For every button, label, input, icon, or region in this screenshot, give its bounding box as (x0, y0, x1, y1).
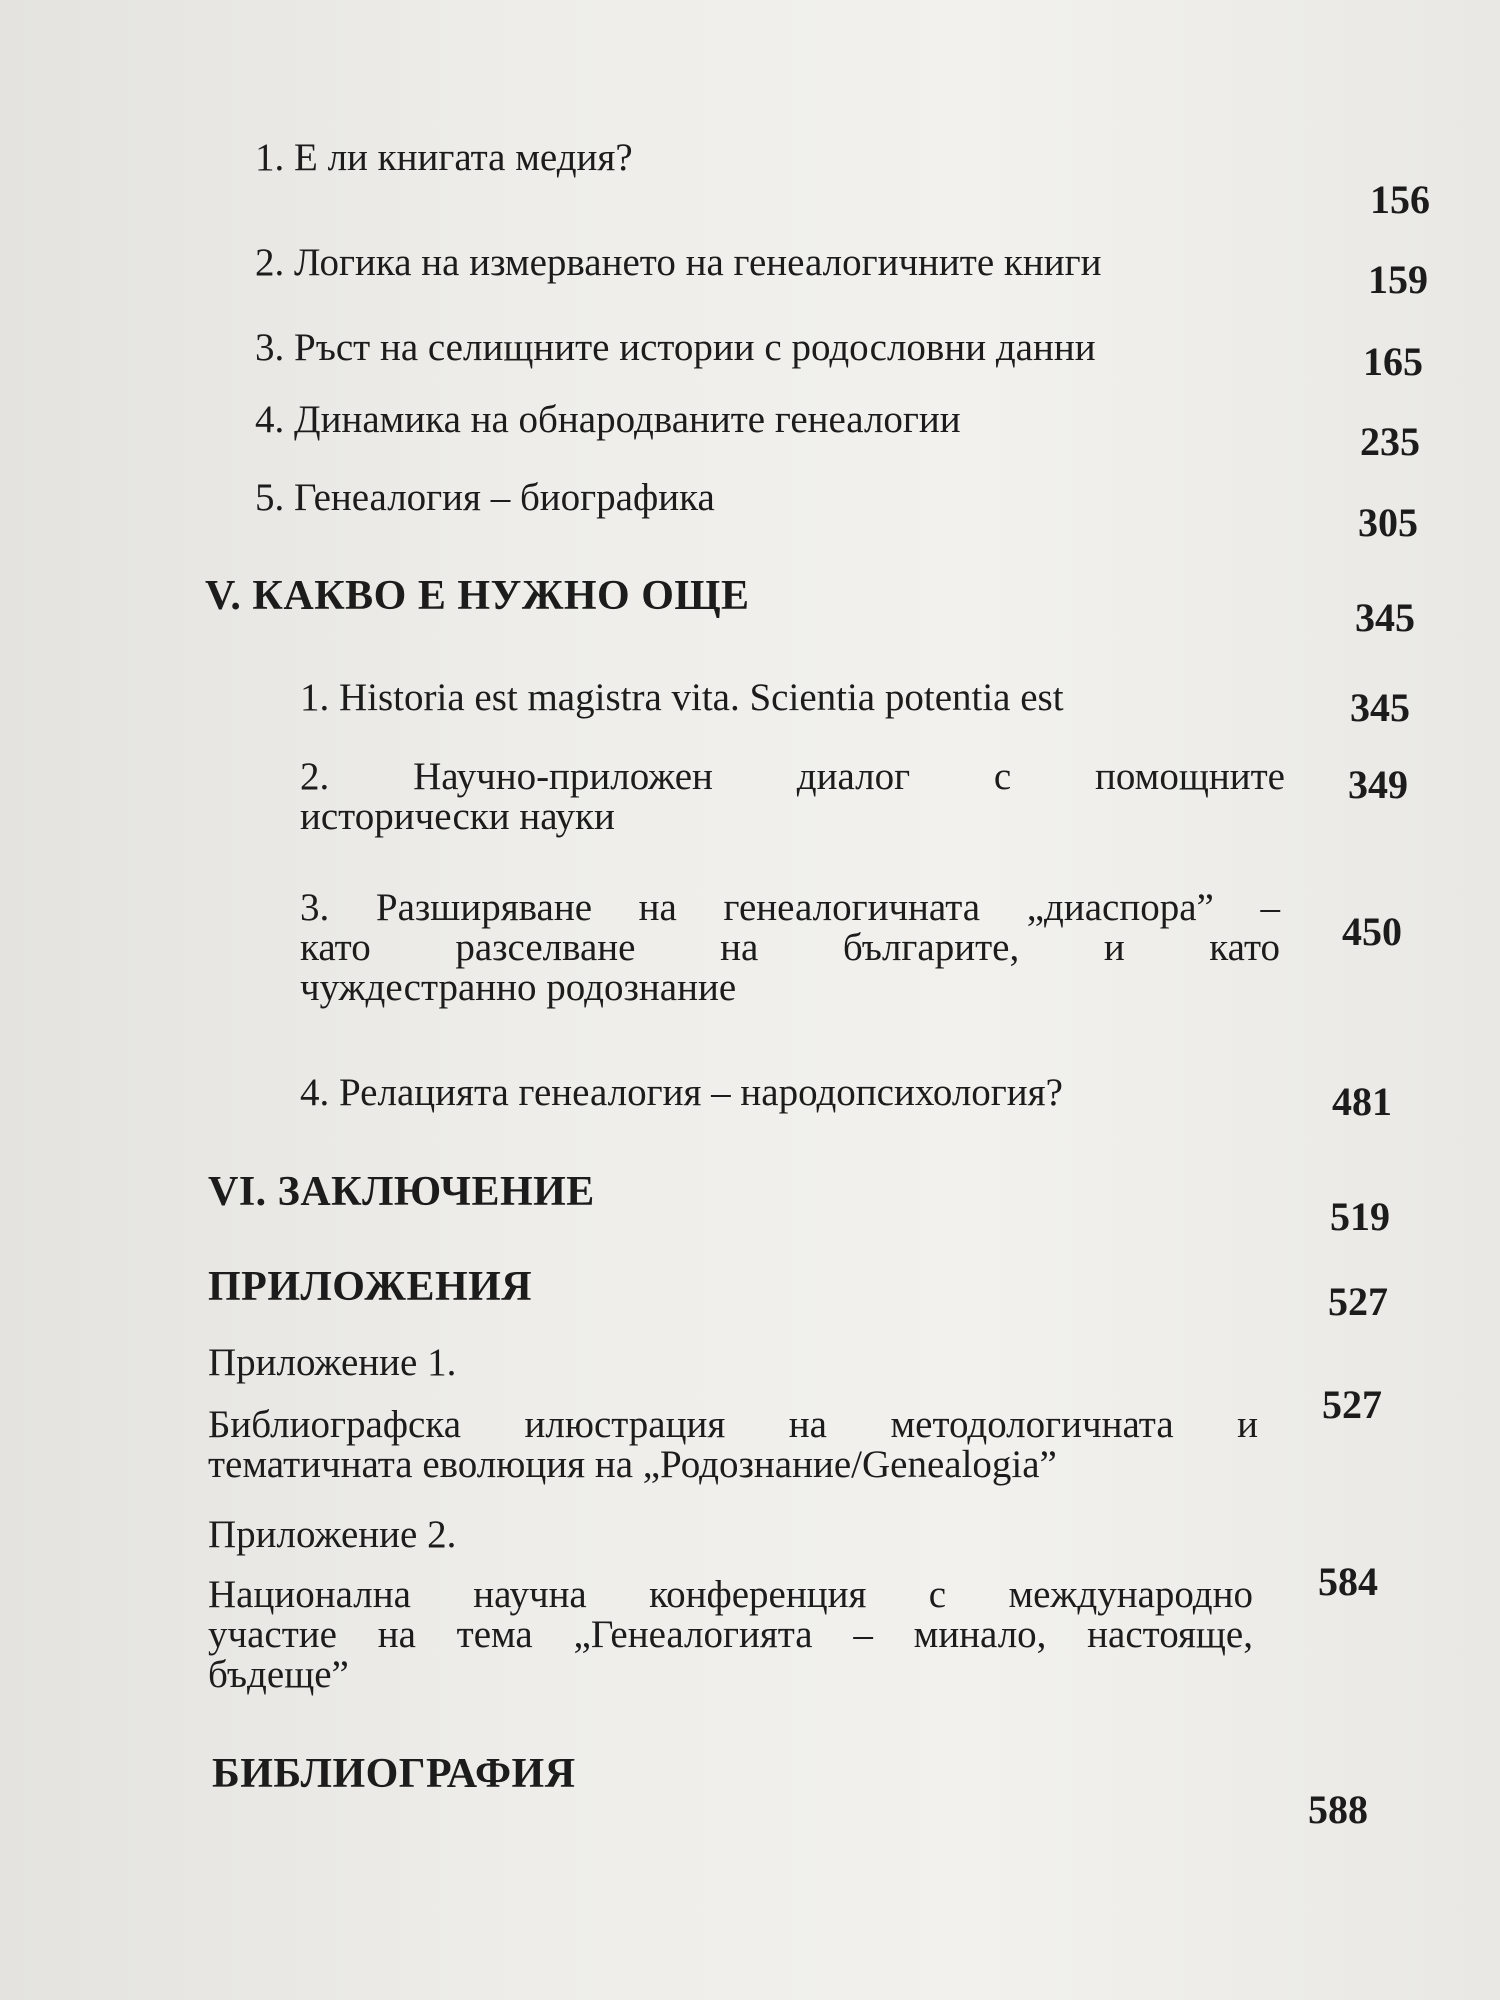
toc-entry-label: 1. Historia est magistra vita. Scientia potentia est (300, 676, 1064, 719)
toc-entry-page: 345 (1350, 685, 1410, 730)
toc-entry-page: 305 (1358, 500, 1418, 545)
toc-entry-page: 159 (1368, 257, 1428, 302)
appendix-heading: Приложение 2. (208, 1513, 457, 1556)
toc-entry-page: 519 (1330, 1194, 1390, 1239)
toc-entry-page: 527 (1328, 1279, 1388, 1324)
toc-entry-label: 4. Релацията генеалогия – народопсихология? (300, 1071, 1063, 1114)
toc-entry-page: 450 (1342, 909, 1402, 954)
toc-entry-label: 4. Динамика на обнародваните генеалогии (255, 398, 961, 441)
toc-entry-page: 165 (1363, 339, 1423, 384)
toc-entry-label: 3. Ръст на селищните истории с родословни данни (255, 326, 1096, 369)
chapter-heading: БИБЛИОГРАФИЯ (212, 1751, 576, 1797)
chapter-heading: ПРИЛОЖЕНИЯ (208, 1264, 533, 1310)
appendix-heading: Приложение 1. (208, 1341, 457, 1384)
toc-entry-page: 584 (1318, 1559, 1378, 1604)
toc-entry-page: 235 (1360, 419, 1420, 464)
toc-entry-label: 1. Е ли книгата медия? (255, 136, 633, 179)
toc-entry-multiline: 3. Разширяване на генеалогичната „диаспора” – като разселване на българите, и като чуждестранно родознание (300, 886, 1280, 1009)
toc-entry-page: 349 (1348, 762, 1408, 807)
chapter-heading: V. КАКВО Е НУЖНО ОЩЕ (205, 573, 750, 619)
toc-entry-page: 156 (1370, 177, 1430, 222)
toc-entry-multiline: Национална научна конференция с международно участие на тема „Генеалогията – минало, настояще, бъдеще” (208, 1573, 1253, 1696)
chapter-heading: VI. ЗАКЛЮЧЕНИЕ (208, 1169, 595, 1215)
toc-entry-page: 345 (1355, 595, 1415, 640)
toc-entry-label: 2. Логика на измерването на генеалогичните книги (255, 241, 1102, 284)
toc-entry-page: 527 (1322, 1382, 1382, 1427)
toc-entry-page: 588 (1308, 1787, 1368, 1832)
toc-entry-label: 5. Генеалогия – биографика (255, 476, 715, 519)
toc-entry-multiline: 2. Научно-приложен диалог с помощните исторически науки (300, 755, 1285, 838)
toc-entry-page: 481 (1332, 1079, 1392, 1124)
toc-entry-multiline: Библиографска илюстрация на методологичната и тематичната еволюция на „Родознание/Genealogia” (208, 1403, 1258, 1486)
